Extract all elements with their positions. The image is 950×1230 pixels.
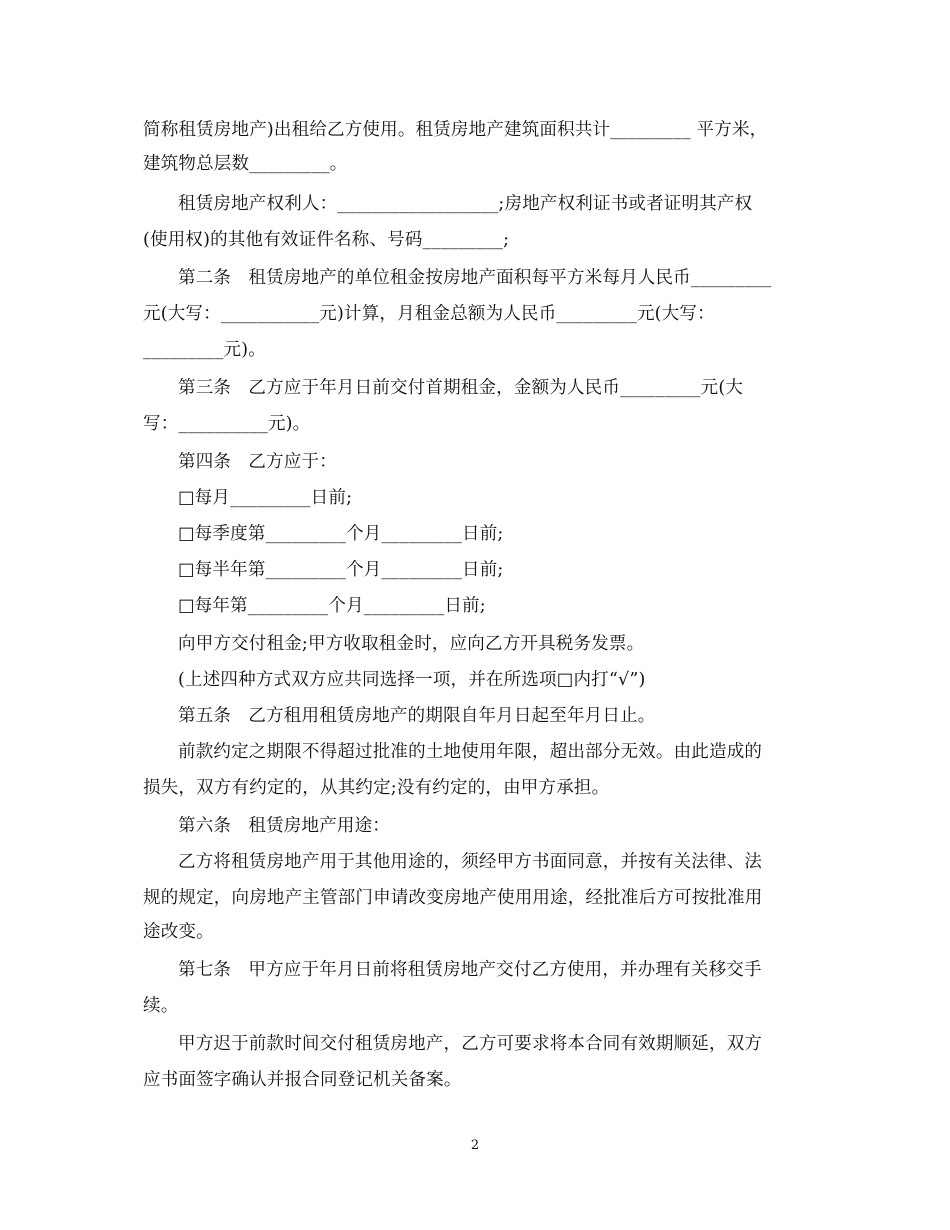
clause-5-title: 第五条 乙方租用租赁房地产的期限自年月日起至年月日止。: [178, 706, 656, 726]
text-line: (上述四种方式双方应共同选择一项，并在所选项□内打“√”): [178, 670, 646, 690]
text-line: 租赁房地产权利人：__________________;房地产权利证书或者证明其产权: [178, 194, 753, 214]
text-line: 续。: [143, 996, 179, 1016]
text-line: 简称租赁房地产)出租给乙方使用。租赁房地产建筑面积共计_________ 平方米，: [143, 120, 768, 140]
text-line: 前款约定之期限不得超过批准的土地使用年限，超出部分无效。由此造成的: [178, 742, 763, 762]
text-line: (使用权)的其他有效证件名称、号码_________;: [143, 230, 510, 250]
text-line: 应书面签字确认并报合同登记机关备案。: [143, 1070, 462, 1090]
payment-option-monthly: □每月_________日前;: [178, 488, 353, 508]
clause-7-title: 第七条 甲方应于年月日前将租赁房地产交付乙方使用，并办理有关移交手: [178, 960, 762, 980]
text-line: 建筑物总层数_________。: [143, 154, 348, 174]
text-line: 损失，双方有约定的，从其约定;没有约定的，由甲方承担。: [143, 778, 610, 798]
text-line: _________元)。: [143, 340, 266, 360]
clause-2-title: 第二条 租赁房地产的单位租金按房地产面积每平方米每月人民币_________: [178, 268, 772, 288]
text-line: 甲方迟于前款时间交付租赁房地产，乙方可要求将本合同有效期顺延，双方: [178, 1034, 763, 1054]
payment-option-half-year: □每半年第_________个月_________日前;: [178, 560, 504, 580]
text-line: 写：__________元)。: [143, 414, 311, 434]
payment-option-quarterly: □每季度第_________个月_________日前;: [178, 524, 504, 544]
clause-6-title: 第六条 租赁房地产用途：: [178, 816, 390, 836]
text-line: 元(大写：___________元)计算，月租金总额为人民币_________元(大写：: [143, 304, 715, 324]
clause-4-title: 第四条 乙方应于：: [178, 452, 337, 472]
text-line: 途改变。: [143, 922, 214, 942]
clause-3-title: 第三条 乙方应于年月日前交付首期租金，金额为人民币_________元(大: [178, 378, 744, 398]
page-number: 2: [470, 1138, 480, 1153]
text-line: 乙方将租赁房地产用于其他用途的，须经甲方书面同意，并按有关法律、法: [178, 852, 763, 872]
payment-option-yearly: □每年第_________个月_________日前;: [178, 596, 486, 616]
text-line: 规的规定，向房地产主管部门申请改变房地产使用用途，经批准后方可按批准用: [143, 888, 763, 908]
text-line: 向甲方交付租金;甲方收取租金时，应向乙方开具税务发票。: [178, 634, 645, 654]
